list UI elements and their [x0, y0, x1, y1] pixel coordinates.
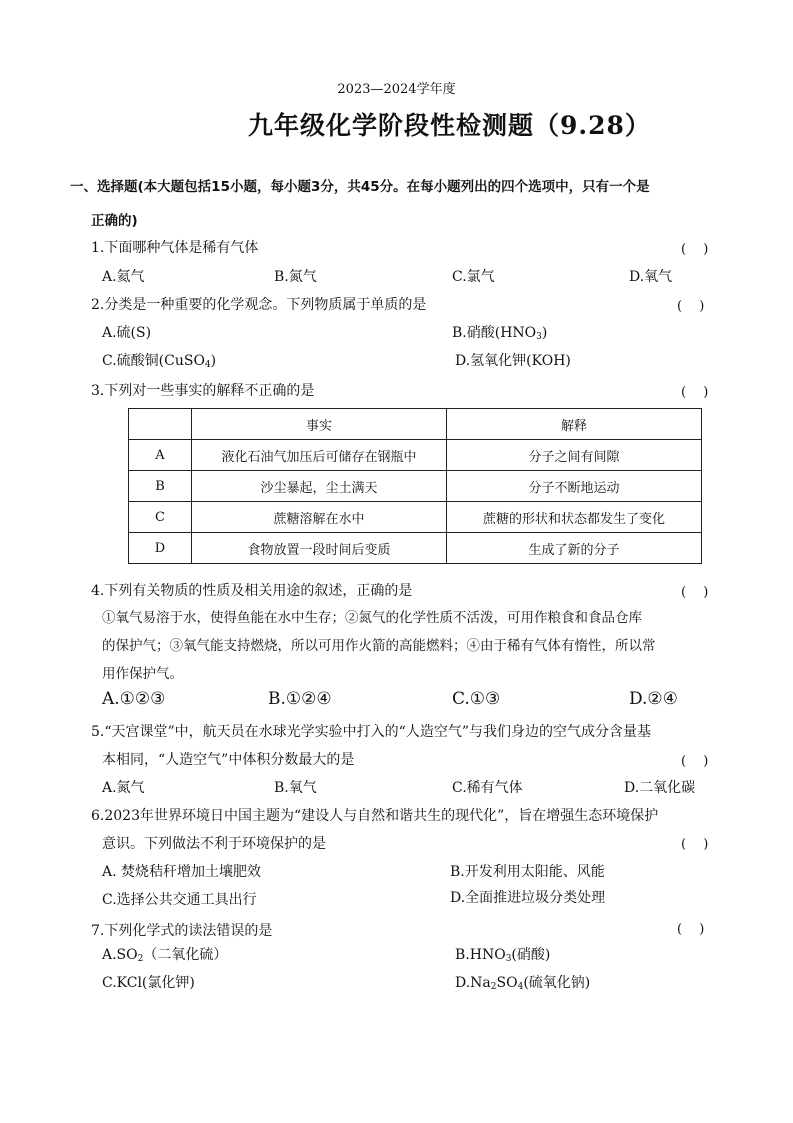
q4-statements-line2: 的保护气；③氧气能支持燃烧，所以可用作火箭的高能燃料；④由于稀有气体有惰性，所以常: [102, 638, 656, 654]
question-4-stem: 4.下列有关物质的性质及相关用途的叙述，正确的是: [91, 583, 413, 599]
question-1-stem: 1.下面哪种气体是稀有气体: [91, 240, 259, 256]
table-cell: B: [129, 471, 192, 502]
q4-statements-line3: 用作保护气。: [102, 666, 183, 682]
school-year: 2023—2024学年度: [337, 82, 456, 97]
table-cell: C: [129, 502, 192, 533]
answer-blank-1[interactable]: ( ): [681, 242, 709, 257]
q7-option-c[interactable]: C.KCl(氯化钾): [102, 975, 195, 991]
q6-option-b[interactable]: B.开发利用太阳能、风能: [450, 864, 605, 880]
table-cell: 蔗糖溶解在水中: [192, 502, 447, 533]
answer-blank-4[interactable]: ( ): [681, 585, 709, 600]
table-row: [129, 440, 702, 471]
q5-option-d[interactable]: D.二氧化碳: [624, 780, 696, 796]
table-header-row: [129, 409, 702, 440]
q4-option-a[interactable]: A.①②③: [102, 689, 166, 709]
table-header-cell: 事实: [192, 409, 447, 440]
table-row: [129, 533, 702, 564]
q6-option-a[interactable]: A. 焚烧秸秆增加土壤肥效: [102, 864, 262, 880]
question-2-stem: 2.分类是一种重要的化学观念。下列物质属于单质的是: [91, 297, 427, 313]
answer-blank-2[interactable]: ( ): [677, 299, 705, 314]
question-3-stem: 3.下列对一些事实的解释不正确的是: [91, 383, 315, 399]
table-cell: 分子之间有间隙: [447, 440, 702, 471]
table-cell: 分子不断地运动: [447, 471, 702, 502]
q2-option-d[interactable]: D.氢氧化钾(KOH): [455, 353, 571, 369]
q1-option-d[interactable]: D.氧气: [629, 269, 673, 285]
table-header-cell: 解释: [447, 409, 702, 440]
q1-option-a[interactable]: A.氦气: [102, 269, 145, 285]
q2-option-c[interactable]: C.硫酸铜(CuSO$_4$): [102, 353, 217, 370]
q7-option-a[interactable]: $A.SO_2$（二氧化硫）: [102, 947, 228, 964]
q6-option-c[interactable]: C.选择公共交通工具出行: [102, 892, 257, 908]
q4-option-d[interactable]: D.②④: [629, 689, 678, 709]
q5-option-c[interactable]: C.稀有气体: [452, 780, 523, 796]
q4-statements-line1: ①氧气易溶于水，使得鱼能在水中生存；②氮气的化学性质不活泼，可用作粮食和食品仓库: [102, 610, 642, 626]
table-cell: 液化石油气加压后可储存在钢瓶中: [192, 440, 447, 471]
table-cell: 生成了新的分子: [447, 533, 702, 564]
question-5-stem-cont: 本相同，“人造空气”中体积分数最大的是: [102, 752, 355, 768]
question-5-stem: 5.“天宫课堂”中，航天员在水球光学实验中打入的“人造空气”与我们身边的空气成分含量基: [91, 724, 651, 740]
q2-option-a[interactable]: A.硫(S): [102, 325, 152, 341]
answer-blank-7[interactable]: ( ): [677, 922, 705, 937]
section-heading: 一、选择题(本大题包括15小题，每小题3分，共45分。在每小题列出的四个选项中，只有一个是: [70, 179, 650, 195]
table-cell: A: [129, 440, 192, 471]
answer-blank-3[interactable]: ( ): [681, 385, 709, 400]
answer-blank-5[interactable]: ( ): [681, 754, 709, 769]
table-cell: 沙尘暴起，尘土满天: [192, 471, 447, 502]
table-row: [129, 502, 702, 533]
question-7-stem: 7.下列化学式的读法错误的是: [91, 923, 273, 939]
q1-option-c[interactable]: C.氯气: [452, 269, 495, 285]
question-6-stem-cont: 意识。下列做法不利于环境保护的是: [102, 836, 326, 852]
page-title: 九年级化学阶段性检测题（9.28）: [248, 111, 651, 140]
q7-option-d[interactable]: $D.Na_2SO_4$(硫氧化钠): [455, 975, 591, 992]
q4-option-c[interactable]: C.①③: [452, 689, 501, 709]
table-row: [129, 471, 702, 502]
table-cell: 食物放置一段时间后变质: [192, 533, 447, 564]
answer-blank-6[interactable]: ( ): [681, 837, 709, 852]
q5-option-b[interactable]: B.氧气: [274, 780, 317, 796]
q2-option-b[interactable]: B.硝酸$(HNO_3)$: [452, 325, 548, 342]
q4-option-b[interactable]: B.①②④: [268, 689, 332, 709]
q6-option-d[interactable]: D.全面推进垃圾分类处理: [450, 890, 606, 906]
section-heading-cont: 正确的): [91, 213, 138, 229]
table-cell: 蔗糖的形状和状态都发生了变化: [447, 502, 702, 533]
facts-table: [128, 408, 702, 564]
table-header-cell: [129, 409, 192, 440]
q1-option-b[interactable]: B.氮气: [274, 269, 317, 285]
question-6-stem: 6.2023年世界环境日中国主题为“建设人与自然和谐共生的现代化”，旨在增强生态环境保护: [91, 808, 659, 824]
q7-option-b[interactable]: $B.HNO_3$(硝酸): [455, 947, 551, 964]
table-cell: D: [129, 533, 192, 564]
q5-option-a[interactable]: A.氮气: [102, 780, 145, 796]
